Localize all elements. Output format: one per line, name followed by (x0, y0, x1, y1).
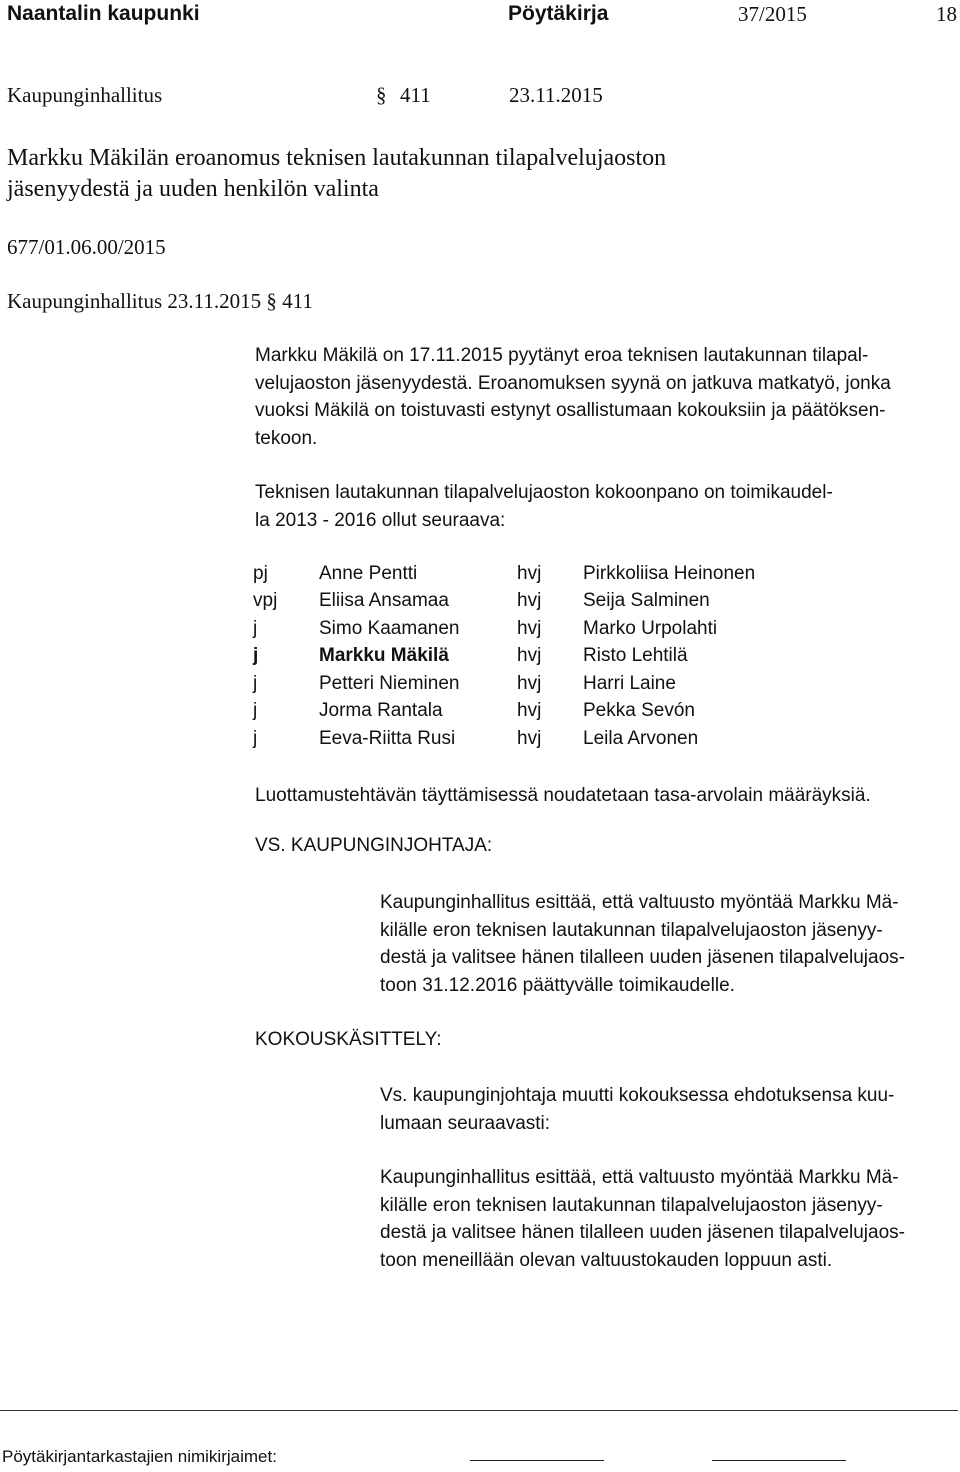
text-line: destä ja valitsee hänen tilalleen uuden jäsenen tilapalvelujaos- (380, 947, 905, 968)
substitute-role: hvj (517, 727, 542, 749)
substitute-name: Marko Urpolahti (583, 617, 718, 639)
text-line: Teknisen lautakunnan tilapalvelujaoston kokoonpano on toimikaudel- (255, 482, 833, 503)
text-line: Markku Mäkilä on 17.11.2015 pyytänyt eroa teknisen lautakunnan tilapal- (255, 345, 869, 366)
member-role: j (253, 700, 258, 722)
paragraph-equality: Luottamustehtävän täyttämisessä noudatetaan tasa-arvolain määräyksiä. (255, 785, 871, 806)
meeting-date: 23.11.2015 (509, 83, 603, 107)
document-title-line-2: jäsenyydestä ja uuden henkilön valinta (7, 176, 379, 202)
proposal-heading: VS. KAUPUNGINJOHTAJA: (255, 835, 493, 856)
footer-divider (0, 1410, 958, 1411)
substitute-name: Risto Lehtilä (583, 645, 688, 667)
proposal-text (380, 889, 905, 999)
text-line: vuoksi Mäkilä on toistuvasti estynyt osallistumaan kokouksiin ja päätöksen- (255, 400, 886, 421)
table-row-highlighted (253, 643, 755, 671)
text-line: Vs. kaupunginjohtaja muutti kokouksessa ehdotuksensa kuu- (380, 1085, 895, 1106)
text-line: Kaupunginhallitus esittää, että valtuusto myöntää Markku Mä- (380, 1167, 899, 1188)
table-row (253, 698, 755, 726)
signature-label: Pöytäkirjantarkastajien nimikirjaimet: (2, 1447, 277, 1466)
member-name: Eeva-Riitta Rusi (319, 727, 456, 749)
signature-line-1 (470, 1460, 604, 1461)
diary-number: 677/01.06.00/2015 (7, 235, 166, 259)
text-line: velujaoston jäsenyydestä. Eroanomuksen syynä on jatkuva matkatyö, jonka (255, 372, 891, 394)
text-line: lumaan seuraavasti: (380, 1112, 551, 1134)
substitute-role: hvj (517, 617, 542, 639)
signature-line-2 (712, 1460, 846, 1461)
member-name: Petteri Nieminen (319, 672, 460, 694)
table-row (253, 560, 755, 588)
substitute-name: Pekka Sevón (583, 700, 695, 722)
members-table (253, 560, 755, 753)
substitute-name: Seija Salminen (583, 590, 710, 612)
substitute-name: Harri Laine (583, 672, 676, 694)
paragraph-composition (255, 479, 833, 534)
member-name: Anne Pentti (319, 562, 418, 584)
handling-text (380, 1164, 905, 1274)
header-page-number: 18 (936, 2, 957, 26)
text-line: tekoon. (255, 427, 318, 449)
member-role: pj (253, 562, 268, 584)
header-city: Naantalin kaupunki (7, 2, 200, 25)
member-name: Markku Mäkilä (319, 645, 449, 667)
text-line: kilälle eron teknisen lautakunnan tilapalvelujaoston jäsenyy- (380, 919, 883, 941)
member-name: Simo Kaamanen (319, 617, 460, 639)
table-row (253, 615, 755, 643)
handling-heading: KOKOUSKÄSITTELY: (255, 1029, 442, 1050)
table-row (253, 670, 755, 698)
table-row (253, 725, 755, 753)
substitute-name: Pirkkoliisa Heinonen (583, 562, 756, 584)
substitute-name: Leila Arvonen (583, 727, 699, 749)
header-doc-type: Pöytäkirja (508, 2, 609, 25)
text-line: Kaupunginhallitus esittää, että valtuusto myöntää Markku Mä- (380, 892, 899, 913)
member-role: vpj (253, 590, 278, 612)
substitute-role: hvj (517, 590, 542, 612)
substitute-role: hvj (517, 700, 542, 722)
text-line: la 2013 - 2016 ollut seuraava: (255, 509, 506, 531)
document-title-line-1: Markku Mäkilän eroanomus teknisen lautakunnan tilapalvelujaoston (7, 145, 667, 171)
member-name: Eliisa Ansamaa (319, 590, 449, 612)
member-name: Jorma Rantala (319, 700, 443, 722)
substitute-role: hvj (517, 672, 542, 694)
substitute-role: hvj (517, 645, 542, 667)
meeting-reference: Kaupunginhallitus 23.11.2015 § 411 (7, 289, 313, 313)
member-role: j (253, 727, 258, 749)
text-line: kilälle eron teknisen lautakunnan tilapalvelujaoston jäsenyy- (380, 1194, 883, 1216)
meeting-body: Kaupunginhallitus (7, 83, 163, 107)
member-role: j (253, 645, 259, 667)
text-line: toon meneillään olevan valtuustokauden loppuun asti. (380, 1249, 833, 1271)
handling-intro (380, 1082, 894, 1137)
section-number: 411 (400, 83, 431, 107)
table-row (253, 588, 755, 616)
member-role: j (253, 672, 258, 694)
text-line: destä ja valitsee hänen tilalleen uuden jäsenen tilapalvelujaos- (380, 1222, 905, 1243)
member-role: j (253, 617, 258, 639)
text-line: toon 31.12.2016 päättyvälle toimikaudelle. (380, 974, 735, 996)
substitute-role: hvj (517, 562, 542, 584)
section-mark: § (376, 83, 387, 107)
header-doc-number: 37/2015 (738, 2, 807, 26)
paragraph-resignation (255, 342, 891, 452)
